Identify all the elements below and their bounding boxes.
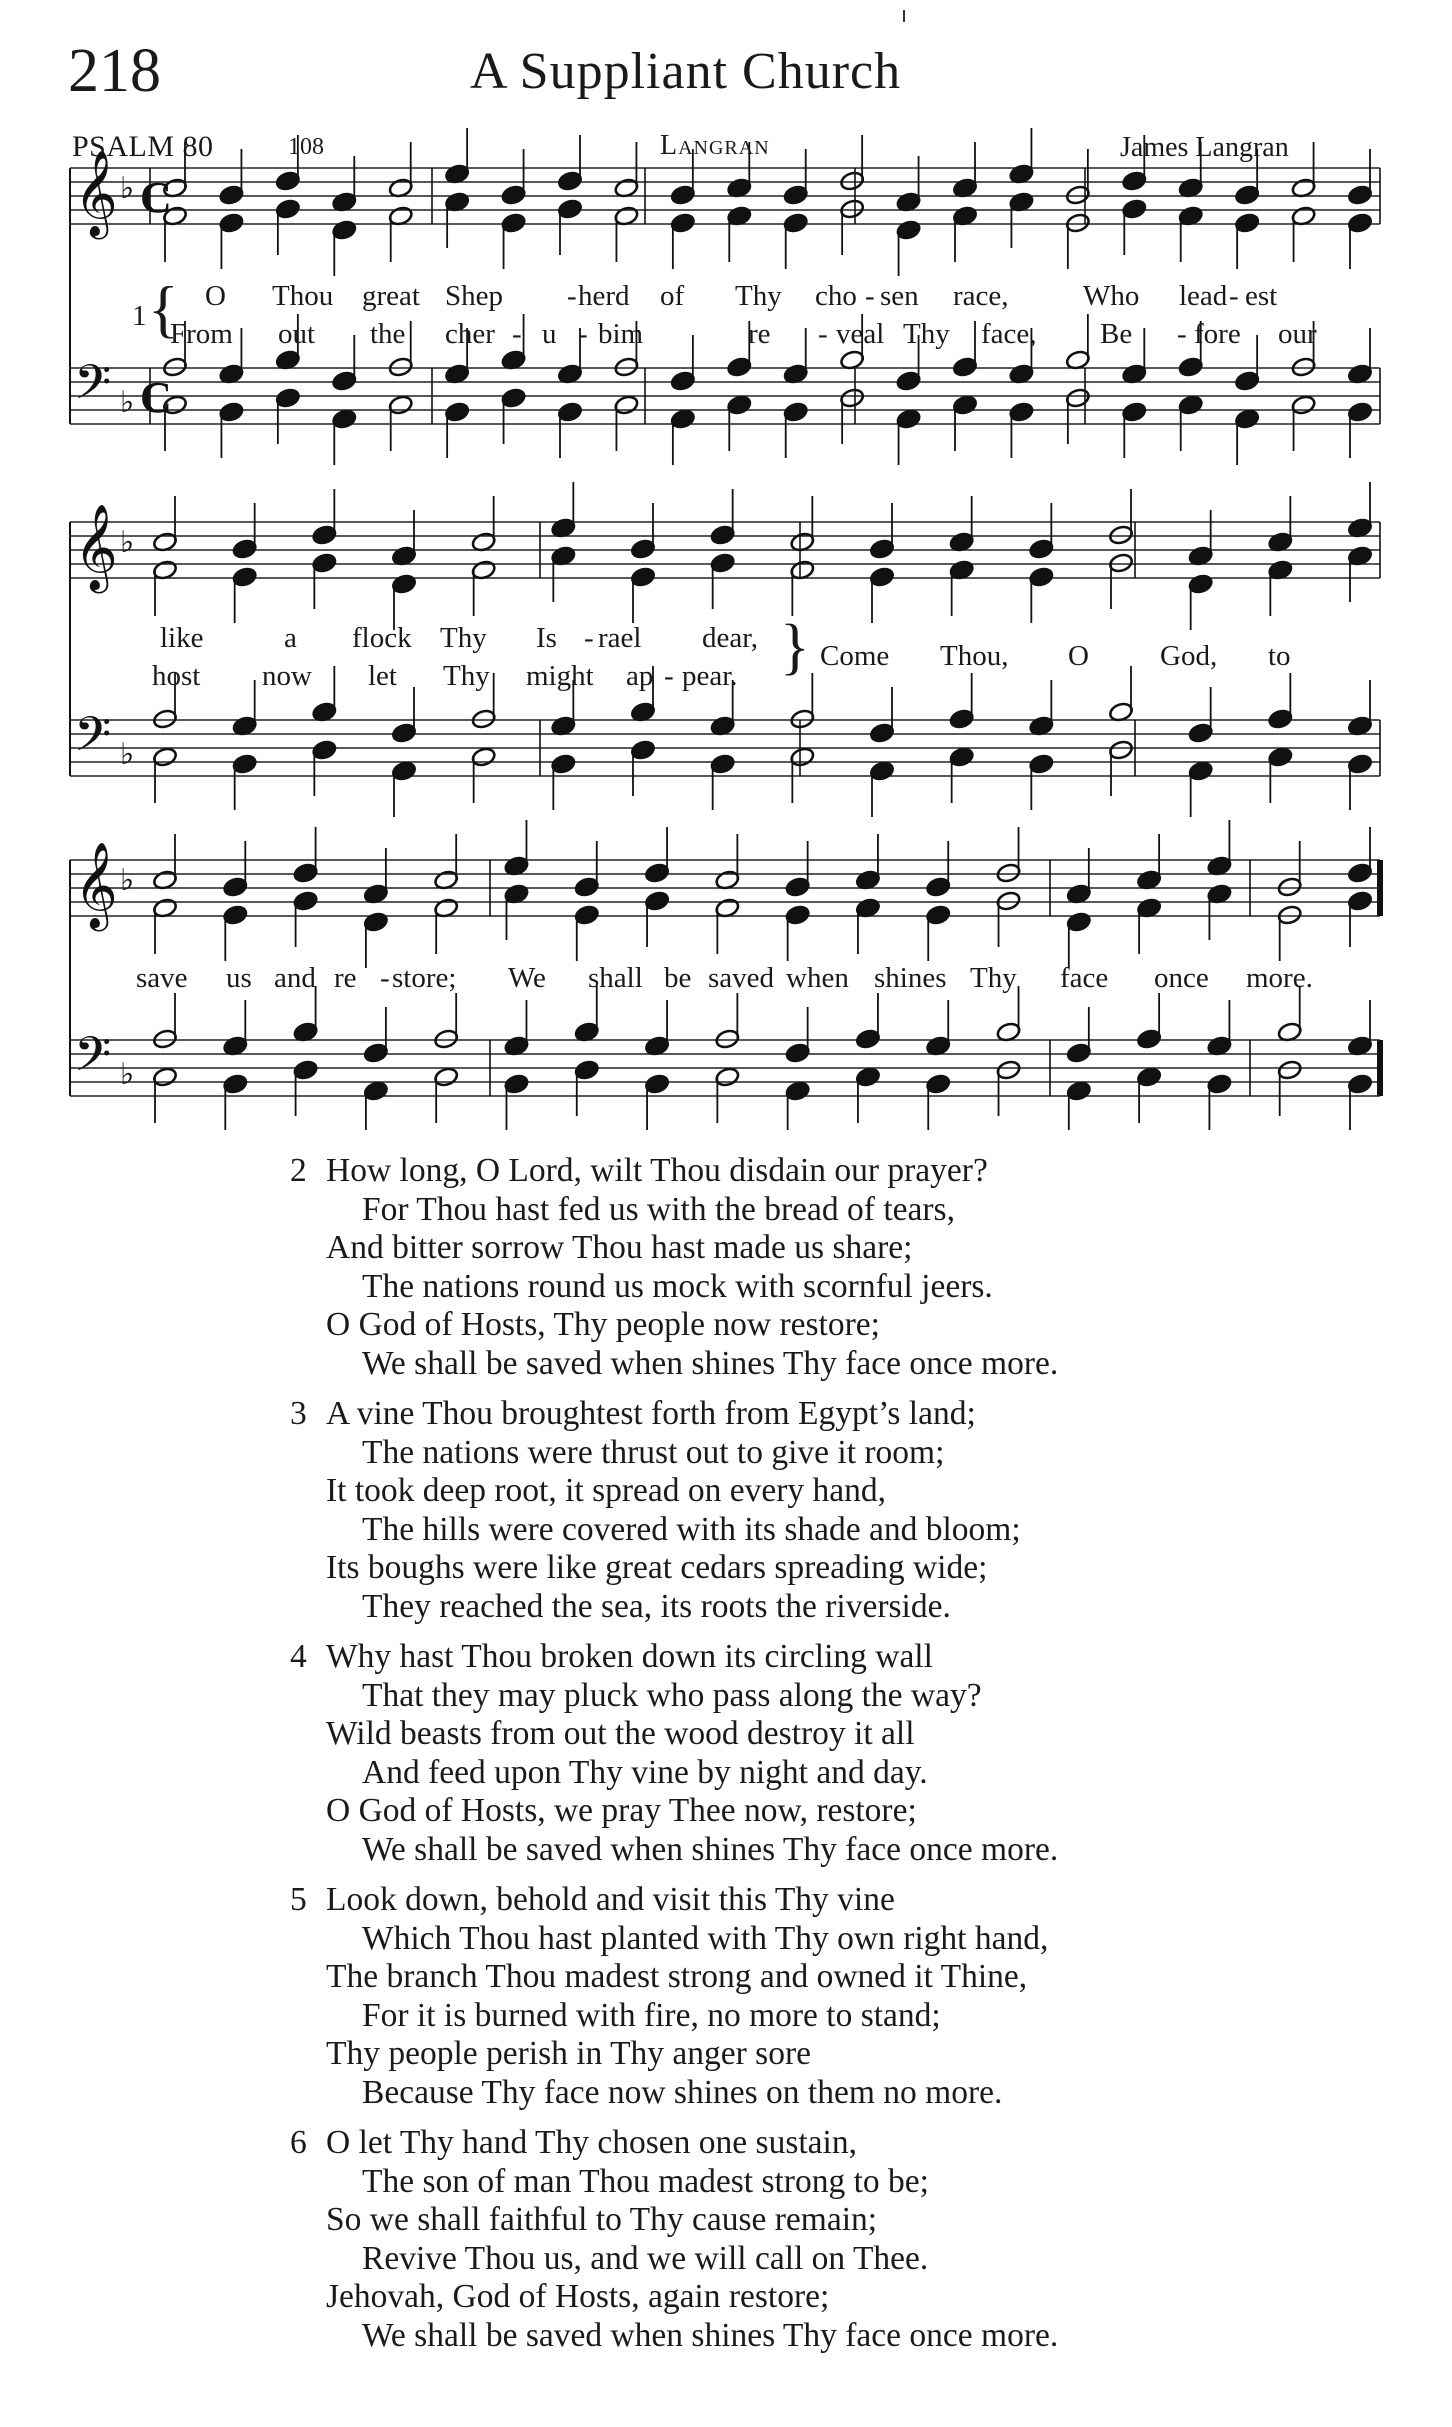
stanza-number: 6: [290, 2124, 307, 2161]
notehead: [670, 212, 696, 234]
stanza: [290, 1152, 1058, 1383]
notehead: [1267, 746, 1293, 768]
lyric-syllable: Thy: [443, 660, 490, 692]
notehead: [152, 1066, 178, 1088]
lyric-syllable: O: [1068, 640, 1089, 672]
lyric-syllable: fore: [1194, 318, 1241, 350]
lyric-syllable: our: [1278, 318, 1317, 350]
stanza-line: O God of Hosts, Thy people now restore;: [326, 1306, 880, 1343]
notehead: [433, 1028, 459, 1050]
notehead: [839, 387, 865, 409]
notehead: [219, 401, 245, 423]
stanza-line: That they may pluck who pass along the way?: [362, 1676, 982, 1714]
lyric-syllable: Shep: [445, 280, 503, 312]
notehead: [471, 708, 497, 730]
notehead: [783, 184, 809, 206]
stanzas: [290, 1152, 1058, 2367]
stanza: [290, 1395, 1058, 1626]
notehead: [433, 1066, 459, 1088]
lyric-syllable: flock: [352, 622, 412, 654]
notehead: [363, 1080, 389, 1102]
lyric-syllable: u: [542, 318, 557, 350]
notehead: [925, 876, 951, 898]
notehead: [1277, 1059, 1303, 1081]
notehead: [726, 394, 752, 416]
stanza-line: O let Thy hand Thy chosen one sustain,: [326, 2124, 857, 2161]
music-score: [0, 0, 1452, 1130]
notehead: [1347, 184, 1373, 206]
lyric-syllable: lead: [1179, 280, 1228, 312]
stanza: [290, 2124, 1058, 2355]
notehead: [222, 876, 248, 898]
notehead: [1188, 573, 1214, 595]
notehead: [710, 753, 736, 775]
notehead: [293, 862, 319, 884]
flat-sign: ♭: [120, 737, 135, 772]
notehead: [869, 566, 895, 588]
notehead: [1121, 198, 1147, 220]
notehead: [504, 1073, 530, 1095]
lyric-syllable: race,: [953, 280, 1009, 312]
notehead: [896, 370, 922, 392]
notehead: [996, 1059, 1022, 1081]
lyric-syllable: Come: [820, 640, 890, 672]
lyric-syllable: the: [370, 318, 406, 350]
notehead: [869, 722, 895, 744]
notehead: [855, 1028, 881, 1050]
lyric-syllable: when: [786, 962, 849, 994]
notehead: [1028, 566, 1054, 588]
notehead: [1234, 184, 1260, 206]
notehead: [839, 198, 865, 220]
lyric-syllable: now: [262, 660, 312, 692]
lyric-syllable: Thou: [272, 280, 334, 312]
stanza-line: They reached the sea, its roots the riverside.: [362, 1587, 951, 1625]
lyric-syllable: -: [380, 962, 390, 994]
flat-sign: ♭: [120, 171, 135, 206]
notehead: [331, 370, 357, 392]
notehead: [1121, 170, 1147, 192]
notehead: [1234, 408, 1260, 430]
notehead: [471, 746, 497, 768]
notehead: [391, 573, 417, 595]
notehead: [501, 184, 527, 206]
lyric-syllable: save: [136, 962, 188, 994]
notehead: [670, 370, 696, 392]
lyric-syllable: face: [1060, 962, 1109, 994]
lyric-syllable: dear,: [702, 622, 758, 654]
lyric-syllable: Thou,: [940, 640, 1009, 672]
notehead: [1066, 1080, 1092, 1102]
stanza-line: Thy people perish in Thy anger sore: [326, 2035, 811, 2072]
bass-clef: 𝄢: [74, 706, 112, 774]
notehead: [1121, 401, 1147, 423]
notehead: [219, 184, 245, 206]
lyric-syllable: -: [567, 280, 577, 312]
stanza-line: The hills were covered with its shade and bloom;: [362, 1510, 1021, 1548]
notehead: [1347, 1073, 1373, 1095]
notehead: [1108, 524, 1134, 546]
notehead: [644, 862, 670, 884]
flat-sign: ♭: [120, 863, 135, 898]
notehead: [1136, 1066, 1162, 1088]
notehead: [783, 401, 809, 423]
notehead: [896, 219, 922, 241]
notehead: [1347, 401, 1373, 423]
notehead: [152, 708, 178, 730]
notehead: [275, 387, 301, 409]
stanza-line: So we shall faithful to Thy cause remain;: [326, 2201, 878, 2238]
meter: 108: [288, 134, 324, 160]
lyric-syllable: re: [748, 318, 771, 350]
stanza-line: We shall be saved when shines Thy face once more.: [362, 1344, 1059, 1382]
stanza: [290, 1638, 1058, 1869]
treble-clef: 𝄞: [74, 504, 118, 590]
notehead: [232, 538, 258, 560]
lyric-syllable: cho: [815, 280, 857, 312]
notehead: [710, 552, 736, 574]
bass-clef: 𝄢: [74, 1026, 112, 1094]
notehead: [783, 212, 809, 234]
stanza-line: Why hast Thou broken down its circling wall: [326, 1638, 933, 1675]
notehead: [501, 387, 527, 409]
lyric-syllable: est: [1245, 280, 1278, 312]
notehead: [630, 739, 656, 761]
notehead: [222, 1073, 248, 1095]
lyric-syllable: From: [170, 318, 233, 350]
notehead: [996, 890, 1022, 912]
notehead: [1347, 890, 1373, 912]
stanza-line: A vine Thou broughtest forth from Egypt’s land;: [326, 1395, 976, 1432]
stanza-line: Its boughs were like great cedars spreading wide;: [326, 1549, 988, 1586]
common-time: C: [140, 373, 172, 422]
stanza-line: Which Thou hast planted with Thy own right hand,: [362, 1919, 1049, 1957]
notehead: [869, 538, 895, 560]
notehead: [1066, 1042, 1092, 1064]
notehead: [557, 170, 583, 192]
notehead: [896, 408, 922, 430]
lyric-syllable: face,: [981, 318, 1037, 350]
lyric-syllable: veal: [836, 318, 885, 350]
lyric-syllable: Thy: [903, 318, 950, 350]
lyric-syllable: God,: [1160, 640, 1218, 672]
notehead: [391, 760, 417, 782]
notehead: [1108, 739, 1134, 761]
lyric-syllable: a: [284, 622, 297, 654]
notehead: [293, 890, 319, 912]
notehead: [1178, 394, 1204, 416]
stanza-line: For it is burned with fire, no more to stand;: [362, 1996, 941, 2034]
lyric-syllable: shines: [874, 962, 947, 994]
notehead: [644, 890, 670, 912]
notehead: [614, 394, 640, 416]
tune-name: Langran: [660, 130, 770, 161]
notehead: [557, 401, 583, 423]
notehead: [996, 862, 1022, 884]
bass-clef: 𝄢: [74, 354, 112, 422]
treble-clef: 𝄞: [74, 150, 118, 236]
lyric-syllable: Thy: [440, 622, 487, 654]
lyric-syllable: and: [274, 962, 316, 994]
notehead: [1108, 552, 1134, 574]
notehead: [574, 1059, 600, 1081]
notehead: [331, 219, 357, 241]
lyric-syllable: us: [226, 962, 252, 994]
notehead: [275, 198, 301, 220]
lyric-syllable: -: [578, 318, 588, 350]
notehead: [1065, 387, 1091, 409]
stanza: [290, 1881, 1058, 2112]
notehead: [925, 904, 951, 926]
notehead: [670, 184, 696, 206]
lyric-syllable: host: [152, 660, 201, 692]
lyric-syllable: -: [1177, 318, 1187, 350]
stanza-line: We shall be saved when shines Thy face once more.: [362, 2316, 1059, 2354]
notehead: [1267, 708, 1293, 730]
notehead: [949, 746, 975, 768]
stanza-line: Look down, behold and visit this Thy vine: [326, 1881, 895, 1918]
lyric-syllable: Who: [1083, 280, 1140, 312]
stanza-number: 5: [290, 1881, 307, 1918]
stanza-number: 4: [290, 1638, 307, 1675]
notehead: [925, 1073, 951, 1095]
lyric-syllable: We: [508, 962, 546, 994]
treble-clef: 𝄞: [74, 842, 118, 928]
hymn-title: A Suppliant Church: [470, 43, 902, 100]
notehead: [574, 876, 600, 898]
notehead: [785, 1042, 811, 1064]
notehead: [1291, 356, 1317, 378]
notehead: [1291, 394, 1317, 416]
notehead: [152, 1028, 178, 1050]
lyric-syllable: -: [584, 622, 594, 654]
notehead: [1136, 1028, 1162, 1050]
notehead: [363, 1042, 389, 1064]
stanza-line: Jehovah, God of Hosts, again restore;: [326, 2278, 830, 2315]
stanza-line: The nations round us mock with scornful jeers.: [362, 1267, 993, 1305]
notehead: [785, 904, 811, 926]
notehead: [232, 753, 258, 775]
lyric-syllable: store;: [392, 962, 457, 994]
lyric-syllable: sen: [880, 280, 919, 312]
notehead: [1178, 356, 1204, 378]
flat-sign: ♭: [120, 525, 135, 560]
lyric-syllable: ap: [626, 660, 654, 692]
notehead: [789, 746, 815, 768]
notehead: [839, 170, 865, 192]
lyric-syllable: -: [1229, 280, 1239, 312]
stanza-line: Wild beasts from out the wood destroy it all: [326, 1715, 915, 1752]
stanza-line: Revive Thou us, and we will call on Thee.: [362, 2239, 929, 2277]
notehead: [1066, 911, 1092, 933]
notehead: [1028, 753, 1054, 775]
notehead: [1277, 904, 1303, 926]
common-time: C: [140, 173, 172, 222]
verse-number: 1: [132, 300, 147, 332]
notehead: [574, 904, 600, 926]
lyric-syllable: cher: [445, 318, 495, 350]
notehead: [550, 753, 576, 775]
notehead: [1347, 753, 1373, 775]
notehead: [1188, 760, 1214, 782]
notehead: [952, 356, 978, 378]
stanza-line: The branch Thou madest strong and owned it Thine,: [326, 1958, 1028, 1995]
notehead: [785, 1080, 811, 1102]
notehead: [388, 394, 414, 416]
notehead: [311, 552, 337, 574]
notehead: [869, 760, 895, 782]
psalm-reference: PSALM 80: [72, 130, 214, 163]
lyric-syllable: O: [205, 280, 226, 312]
notehead: [855, 1066, 881, 1088]
stanza-line: And bitter sorrow Thou hast made us share;: [326, 1229, 913, 1266]
notehead: [1188, 722, 1214, 744]
notehead: [331, 408, 357, 430]
notehead: [222, 904, 248, 926]
lyric-syllable: let: [368, 660, 397, 692]
notehead: [444, 401, 470, 423]
notehead: [388, 356, 414, 378]
stanza-line: And feed upon Thy vine by night and day.: [362, 1753, 928, 1791]
notehead: [363, 911, 389, 933]
notehead: [726, 356, 752, 378]
notehead: [710, 524, 736, 546]
lyric-syllable: once: [1154, 962, 1209, 994]
notehead: [1347, 862, 1373, 884]
lyric-syllable: great: [362, 280, 420, 312]
stanza-line: For Thou hast fed us with the bread of tears,: [362, 1190, 955, 1228]
notehead: [1028, 538, 1054, 560]
lyric-syllable: saved: [708, 962, 775, 994]
lyric-syllable: Is: [536, 622, 557, 654]
stanza-line: We shall be saved when shines Thy face once more.: [362, 1830, 1059, 1868]
notehead: [714, 1028, 740, 1050]
notehead: [949, 708, 975, 730]
notehead: [644, 1073, 670, 1095]
notehead: [630, 538, 656, 560]
lyric-syllable: -: [865, 280, 875, 312]
lyric-syllable: might: [526, 660, 594, 692]
notehead: [1207, 1073, 1233, 1095]
lyric-syllable: be: [664, 962, 692, 994]
lyric-syllable: to: [1268, 640, 1291, 672]
notehead: [293, 1059, 319, 1081]
notehead: [670, 408, 696, 430]
lyric-syllable: bim: [598, 318, 644, 350]
lyric-syllable: -: [664, 660, 674, 692]
hymn-number: 218: [68, 37, 161, 105]
lyric-brace: {: [148, 273, 179, 344]
notehead: [789, 708, 815, 730]
lyric-syllable: Thy: [970, 962, 1017, 994]
lyric-syllable: more.: [1246, 962, 1313, 994]
lyric-syllable: out: [278, 318, 316, 350]
lyric-syllable: re: [334, 962, 357, 994]
notehead: [152, 746, 178, 768]
notehead: [1009, 401, 1035, 423]
lyric-syllable: -: [512, 318, 522, 350]
notehead: [232, 566, 258, 588]
lyric-syllable: of: [660, 280, 685, 312]
stanza-number: 2: [290, 1152, 307, 1189]
lyric-syllable: Be: [1100, 318, 1133, 350]
notehead: [1347, 212, 1373, 234]
notehead: [1234, 212, 1260, 234]
stanza-line: The son of man Thou madest strong to be;: [362, 2162, 929, 2200]
lyric-syllable: pear.: [682, 660, 738, 692]
notehead: [614, 356, 640, 378]
notehead: [557, 198, 583, 220]
lyric-brace: }: [780, 613, 810, 681]
lyric-syllable: -: [818, 318, 828, 350]
lyric-syllable: like: [160, 622, 204, 654]
notehead: [219, 212, 245, 234]
notehead: [1277, 876, 1303, 898]
lyric-syllable: rael: [598, 622, 642, 654]
stanza-line: Because Thy face now shines on them no more.: [362, 2073, 1003, 2111]
composer: James Langran: [1120, 132, 1289, 163]
notehead: [311, 739, 337, 761]
notehead: [1065, 212, 1091, 234]
notehead: [785, 876, 811, 898]
lyric-syllable: shall: [588, 962, 643, 994]
notehead: [391, 722, 417, 744]
lyric-syllable: Thy: [735, 280, 782, 312]
notehead: [501, 212, 527, 234]
notehead: [311, 524, 337, 546]
stanza-line: O God of Hosts, we pray Thee now, restore;: [326, 1792, 917, 1829]
stanza-line: The nations were thrust out to give it room;: [362, 1433, 945, 1471]
notehead: [714, 1066, 740, 1088]
stanza-number: 3: [290, 1395, 307, 1432]
stanza-line: How long, O Lord, wilt Thou disdain our prayer?: [326, 1152, 988, 1189]
flat-sign: ♭: [120, 1057, 135, 1092]
lyric-syllable: herd: [578, 280, 630, 312]
notehead: [275, 170, 301, 192]
notehead: [952, 394, 978, 416]
stanza-line: It took deep root, it spread on every hand,: [326, 1472, 887, 1509]
notehead: [630, 566, 656, 588]
notehead: [1065, 184, 1091, 206]
notehead: [1234, 370, 1260, 392]
flat-sign: ♭: [120, 385, 135, 420]
